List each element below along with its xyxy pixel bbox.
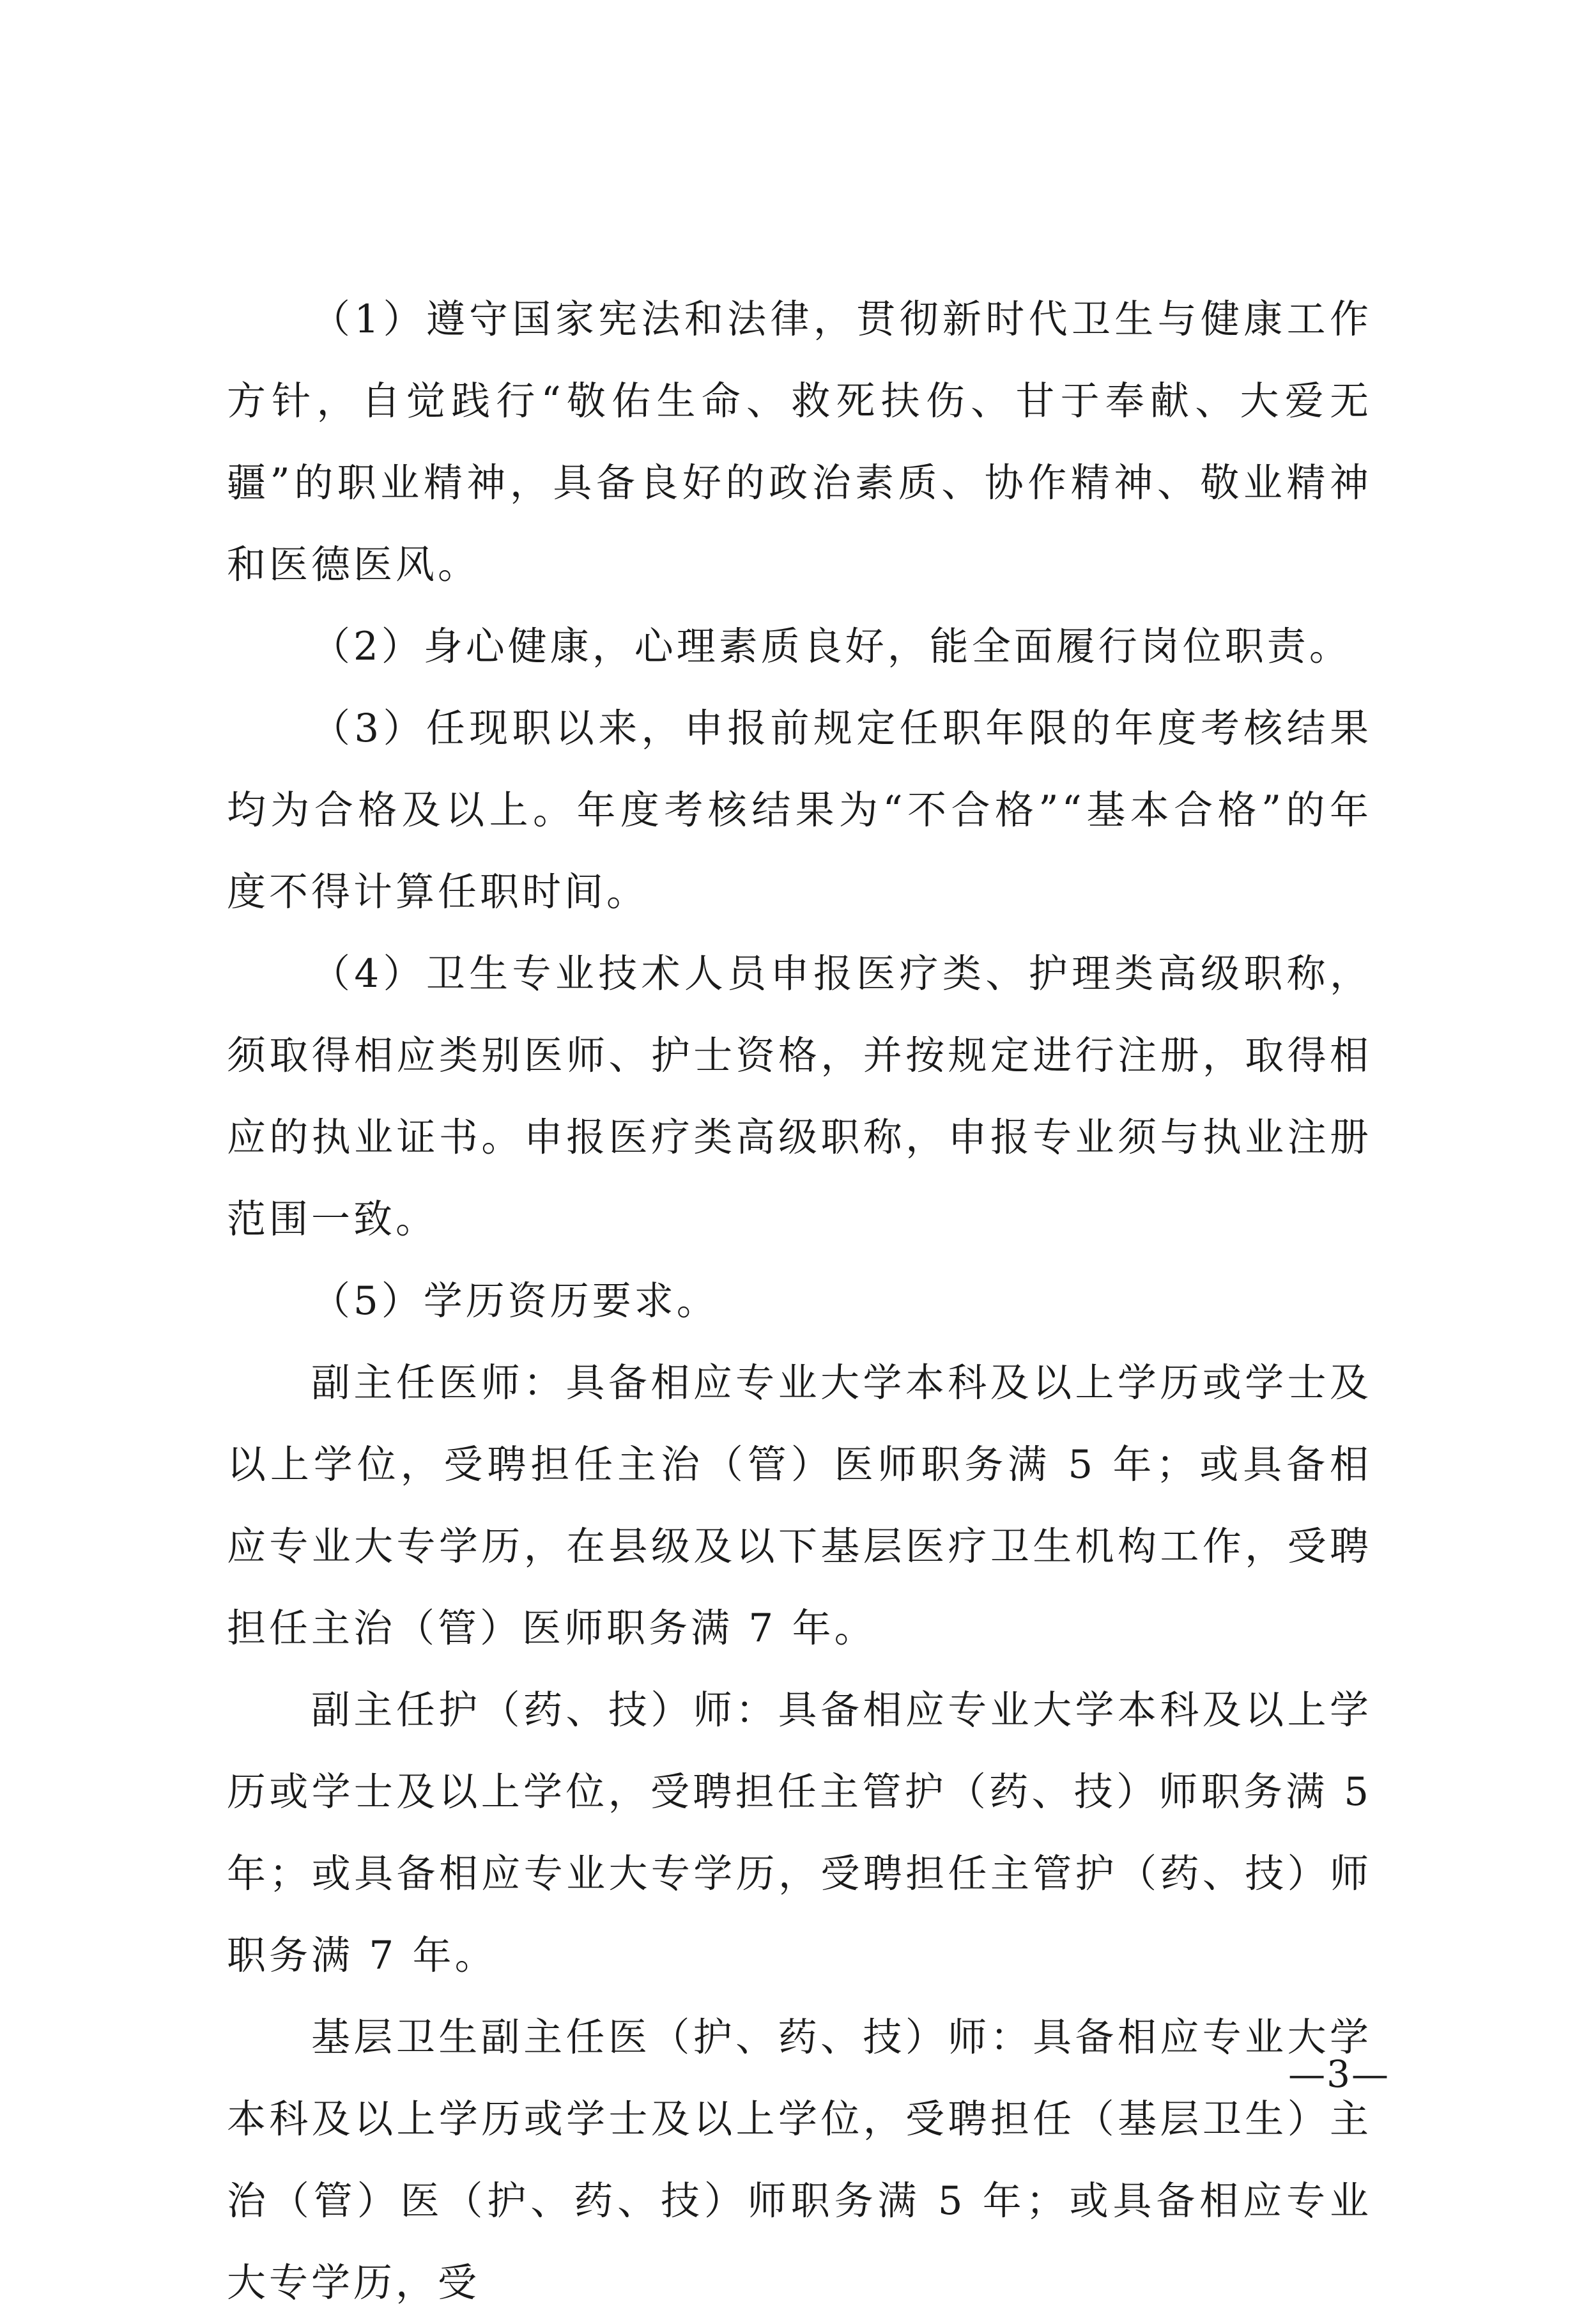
page-number: —3— [1288, 2052, 1390, 2096]
paragraph-requirement-1: （1）遵守国家宪法和法律，贯彻新时代卫生与健康工作方针，自觉践行“敬佑生命、救死扶伤、甘于奉献、大爱无疆”的职业精神，具备良好的政治素质、协作精神、敬业精神和医德医风。 [227, 297, 1372, 587]
paragraph-requirement-2: （2）身心健康，心理素质良好，能全面履行岗位职责。 [311, 624, 1351, 669]
paragraph-requirement-3: （3）任现职以来，申报前规定任职年限的年度考核结果均为合格及以上。年度考核结果为“不合格”“基本合格”的年度不得计算任职时间。 [227, 706, 1372, 915]
paragraph-deputy-chief-physician: 副主任医师：具备相应专业大学本科及以上学历或学士及以上学位，受聘担任主治（管）医师职务满 5 年；或具备相应专业大专学历，在县级及以下基层医疗卫生机构工作，受聘担任主治（管）医师职务满 7 年。 [227, 1360, 1372, 1651]
paragraph-requirement-5: （5）学历资历要求。 [311, 1278, 719, 1324]
paragraph-deputy-chief-nurse-pharmacist-technician: 副主任护（药、技）师：具备相应专业大学本科及以上学历或学士及以上学位，受聘担任主管护（药、技）师职务满 5 年；或具备相应专业大专学历，受聘担任主管护（药、技）师职务满 7 年。 [227, 1687, 1372, 1978]
paragraph-requirement-4: （4）卫生专业技术人员申报医疗类、护理类高级职称，须取得相应类别医师、护士资格，并按规定进行注册，取得相应的执业证书。申报医疗类高级职称，申报专业须与执业注册范围一致。 [227, 951, 1372, 1242]
paragraph-primary-care-deputy-chief: 基层卫生副主任医（护、药、技）师：具备相应专业大学本科及以上学历或学士及以上学位，受聘担任（基层卫生）主治（管）医（护、药、技）师职务满 5 年；或具备相应专业大专学历，受 [227, 2015, 1372, 2305]
body-text [227, 279, 1372, 2324]
